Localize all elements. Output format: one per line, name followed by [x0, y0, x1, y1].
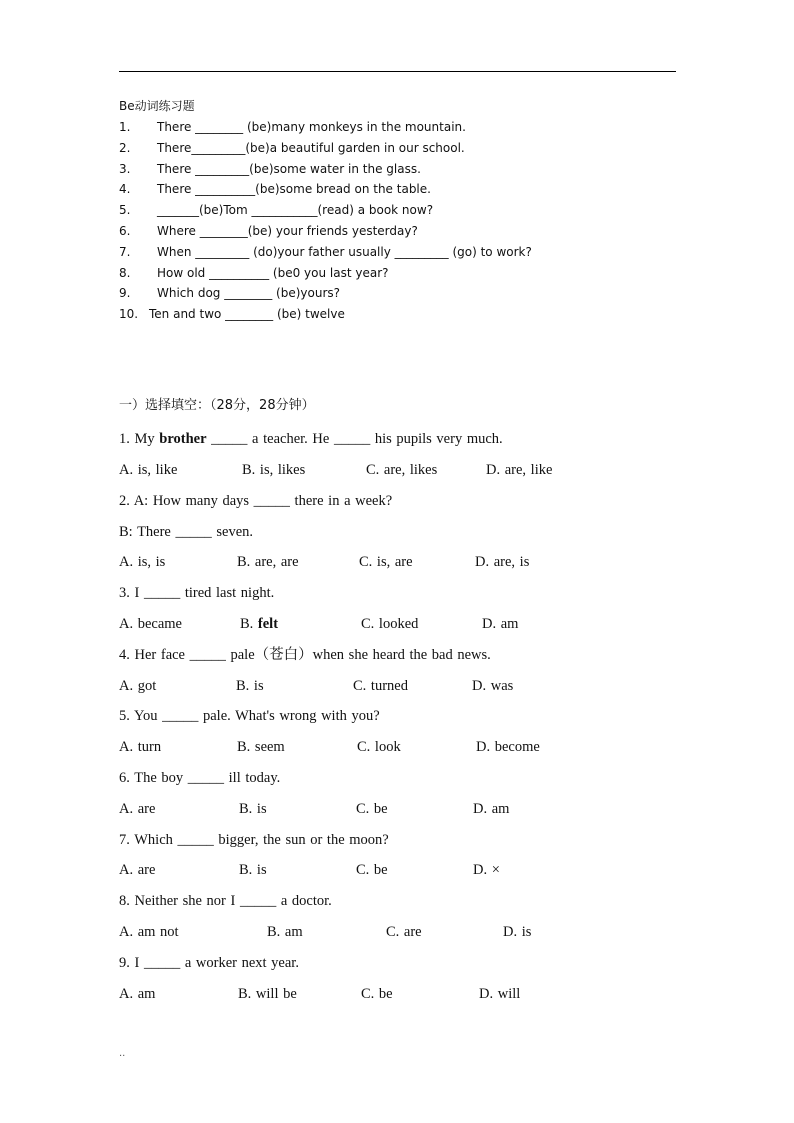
option-a: A. is, like: [119, 462, 178, 478]
option-b: B. is, likes: [242, 462, 306, 478]
option-c: C. looked: [361, 616, 419, 632]
question-stem: 4. Her face _____ pale（苍白）when she heard the bad news.: [119, 647, 491, 663]
exercise-text: Which dog ________ (be)yours?: [157, 286, 340, 300]
option-c: C. are, likes: [366, 462, 438, 478]
exercise-number: 3.: [119, 162, 131, 176]
options-row: [119, 800, 679, 818]
option-b: B. seem: [237, 739, 285, 755]
option-a: A. turn: [119, 739, 162, 755]
exercise-number: 10.: [119, 307, 139, 321]
question-stem: 9. I _____ a worker next year.: [119, 955, 299, 971]
stem-bold-word: brother: [159, 431, 207, 447]
exercise-item: [119, 245, 679, 259]
option-c: C. be: [356, 862, 388, 878]
exercise-item: [119, 224, 679, 238]
option-d: D. is: [503, 924, 532, 940]
option-c: C. be: [361, 986, 393, 1002]
exercise-item: [119, 182, 679, 196]
option-b-letter: B.: [240, 616, 258, 632]
options-row: [119, 923, 679, 941]
exercise-item: [119, 307, 679, 321]
question-stem: 8. Neither she nor I _____ a doctor.: [119, 893, 332, 909]
question-stem: 3. I _____ tired last night.: [119, 585, 275, 601]
option-b: B. is: [239, 801, 267, 817]
option-b: [240, 615, 278, 633]
exercise-text: Ten and two ________ (be) twelve: [149, 307, 345, 321]
exercise-text: There_________(be)a beautiful garden in our school.: [157, 141, 465, 155]
option-a: A. became: [119, 616, 182, 632]
option-b-bold-word: felt: [257, 616, 279, 632]
option-c: C. look: [357, 739, 401, 755]
option-a: A. are: [119, 801, 156, 817]
option-c: C. turned: [353, 678, 408, 694]
exercise-number: 8.: [119, 266, 131, 280]
exercise-text: There __________(be)some bread on the table.: [157, 182, 431, 196]
option-d: D. ×: [473, 862, 500, 878]
option-a: A. am not: [119, 924, 179, 940]
question-stem: 5. You _____ pale. What's wrong with you?: [119, 708, 380, 724]
options-row: [119, 985, 679, 1003]
exercise-item: [119, 286, 679, 300]
exercise-number: 7.: [119, 245, 131, 259]
stem-text: _____ a teacher. He _____ his pupils very much.: [206, 431, 503, 447]
exercise-item: [119, 141, 679, 155]
options-row: [119, 861, 679, 879]
exercise-text: _______(be)Tom ___________(read) a book now?: [157, 203, 434, 217]
options-row: [119, 738, 679, 756]
option-d: D. become: [476, 739, 540, 755]
exercise-text: When _________ (do)your father usually _________ (go) to work?: [157, 245, 532, 259]
option-a: A. is, is: [119, 554, 166, 570]
question-stem: 6. The boy _____ ill today.: [119, 770, 281, 786]
exercise-number: 5.: [119, 203, 131, 217]
footer-dots: ..: [119, 1048, 126, 1059]
header-rule: [119, 71, 676, 72]
exercise-item: [119, 203, 679, 217]
option-a: A. are: [119, 862, 156, 878]
option-c: C. is, are: [359, 554, 413, 570]
option-d: D. was: [472, 678, 514, 694]
option-d: D. am: [482, 616, 519, 632]
options-row: [119, 615, 679, 633]
exercise-number: 9.: [119, 286, 131, 300]
exercise-number: 4.: [119, 182, 131, 196]
option-d: D. will: [479, 986, 521, 1002]
exercise-number: 2.: [119, 141, 131, 155]
option-c: C. be: [356, 801, 388, 817]
exercise-text: How old __________ (be0 you last year?: [157, 266, 389, 280]
exercise-number: 1.: [119, 120, 131, 134]
option-a: A. am: [119, 986, 156, 1002]
option-d: D. are, like: [486, 462, 553, 478]
option-b: B. am: [267, 924, 303, 940]
options-row: [119, 461, 679, 479]
question-stem: [119, 430, 503, 448]
exercise-text: There _________(be)some water in the glass.: [157, 162, 421, 176]
section-b-title: 一）选择填空：（28分，28分钟）: [119, 398, 315, 413]
exercise-item: [119, 120, 679, 134]
option-a: A. got: [119, 678, 157, 694]
option-d: D. am: [473, 801, 510, 817]
option-d: D. are, is: [475, 554, 530, 570]
option-c: C. are: [386, 924, 422, 940]
question-stem-line2: B: There _____ seven.: [119, 524, 254, 540]
options-row: [119, 677, 679, 695]
option-b: B. are, are: [237, 554, 299, 570]
exercise-text: There ________ (be)many monkeys in the mountain.: [157, 120, 466, 134]
stem-text: 1. My: [119, 431, 160, 447]
exercise-number: 6.: [119, 224, 131, 238]
section-a-title: Be动词练习题: [119, 99, 195, 113]
question-stem: 7. Which _____ bigger, the sun or the moon?: [119, 832, 389, 848]
question-stem: 2. A: How many days _____ there in a week?: [119, 493, 393, 509]
exercise-text: Where ________(be) your friends yesterday?: [157, 224, 418, 238]
option-b: B. is: [236, 678, 264, 694]
option-b: B. will be: [238, 986, 297, 1002]
option-b: B. is: [239, 862, 267, 878]
exercise-item: [119, 162, 679, 176]
exercise-item: [119, 266, 679, 280]
options-row: [119, 553, 679, 571]
